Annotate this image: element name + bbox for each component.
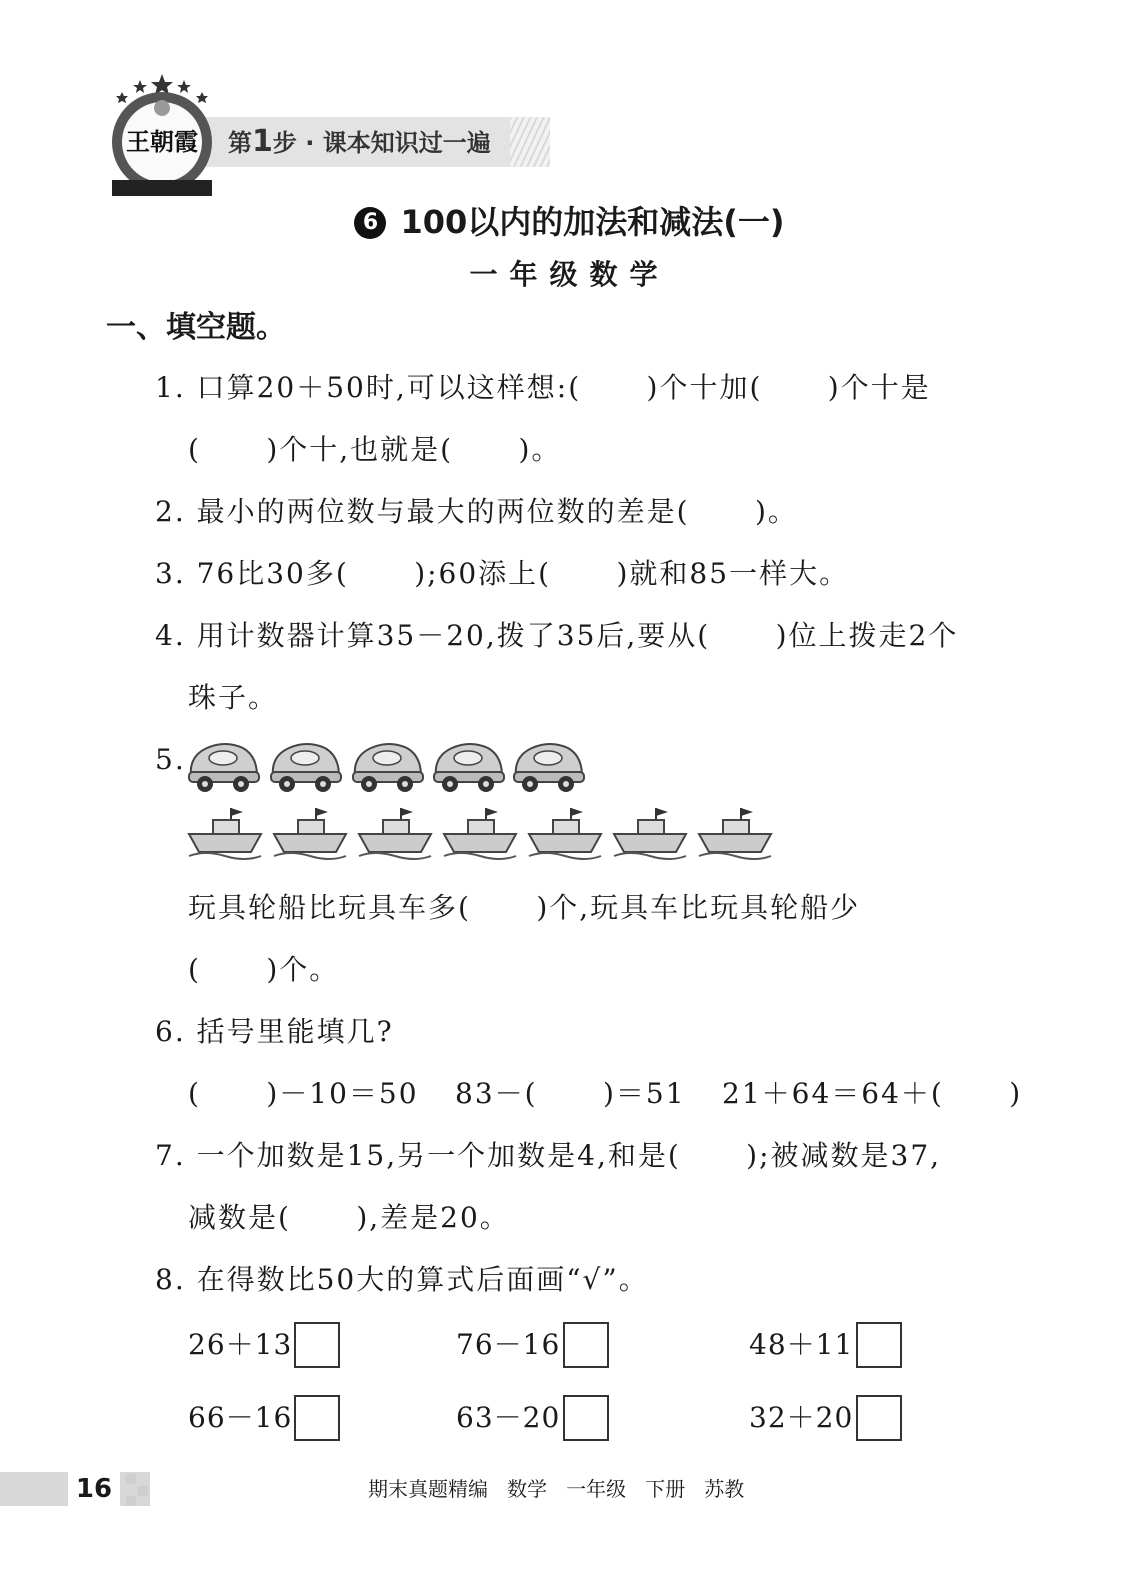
footer-square [138,1486,148,1496]
page-number: 16 [68,1470,120,1508]
answer-checkbox[interactable] [294,1395,340,1441]
question-2: 2. 最小的两位数与最大的两位数的差是( )。 [155,495,798,528]
question-1-line-2: ( )个十,也就是( )。 [188,433,562,466]
question-6-part-a: ( )－10＝50 [188,1077,419,1110]
question-5-number: 5. [155,743,186,776]
toy-ship-icon [440,804,520,862]
question-6-part-c: 21＋64＝64＋( ) [722,1077,1023,1110]
expression: 26＋13 [188,1328,293,1361]
section-title: 一、填空题。 [106,310,286,345]
toy-car-icon [267,738,345,794]
question-3: 3. 76比30多( );60添上( )就和85一样大。 [155,557,850,590]
answer-checkbox[interactable] [856,1322,902,1368]
footer-square [126,1474,136,1484]
answer-checkbox[interactable] [563,1322,609,1368]
toy-ship-icon [695,804,775,862]
expression: 63－20 [456,1401,561,1434]
page-subtitle: 一年级数学 [469,258,670,291]
brand-logo-icon [100,72,225,202]
toy-car-icon [430,738,508,794]
toy-ship-icon [270,804,350,862]
answer-checkbox[interactable] [563,1395,609,1441]
question-7-line-2: 减数是( ),差是20。 [188,1201,510,1234]
svg-text:王朝霞: 王朝霞 [126,127,198,156]
step-label: 第1步 · 课本知识过一遍 [228,124,491,159]
footer-square [126,1496,136,1506]
expression: 48＋11 [749,1328,854,1361]
question-4-line-1: 4. 用计数器计算35－20,拨了35后,要从( )位上拨走2个 [155,619,959,652]
question-5-line-2: ( )个。 [188,953,340,986]
toy-car-icon [185,738,263,794]
question-4-line-2: 珠子。 [188,681,279,714]
question-8: 8. 在得数比50大的算式后面画“√”。 [155,1263,649,1296]
chapter-number-badge: 6 [354,207,386,239]
question-5-line-1: 玩具轮船比玩具车多( )个,玩具车比玩具轮船少 [188,891,861,924]
toy-ship-icon [185,804,265,862]
answer-checkbox[interactable] [294,1322,340,1368]
toy-car-icon [510,738,588,794]
toy-ship-icon [610,804,690,862]
expression: 32＋20 [749,1401,854,1434]
expression: 76－16 [456,1328,561,1361]
expression: 66－16 [188,1401,293,1434]
toy-car-icon [349,738,427,794]
toy-ship-icon [355,804,435,862]
question-1-line-1: 1. 口算20＋50时,可以这样想:( )个十加( )个十是 [155,371,931,404]
book-info: 期末真题精编 数学 一年级 下册 苏教 [368,1477,745,1501]
question-6-part-b: 83－( )＝51 [455,1077,686,1110]
answer-checkbox[interactable] [856,1395,902,1441]
question-6: 6. 括号里能填几? [155,1015,394,1048]
toy-ship-icon [525,804,605,862]
question-7-line-1: 7. 一个加数是15,另一个加数是4,和是( );被减数是37, [155,1139,942,1172]
chapter-title: 6 100以内的加法和减法(一) [0,196,1139,248]
